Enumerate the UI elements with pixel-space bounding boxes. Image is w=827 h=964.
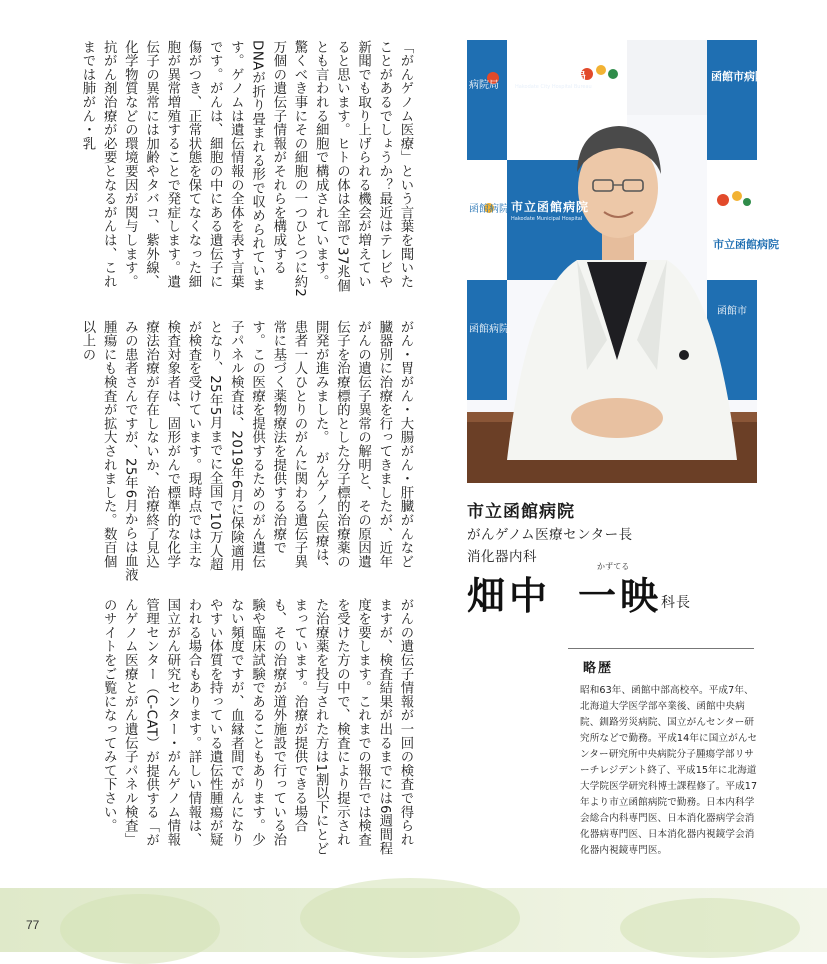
doctor-portrait-photo (467, 40, 779, 483)
bio-text: 昭和63年、函館中部高校卒。平成7年、北海道大学医学部卒業後、函館中央病院、釧路労災病院、国立がんセンター研究所などで勤務。平成14年に国立がんセンター研究所中央病院分子腫瘍学部リサーチレジデント終了、平成15年に北海道大学院医学研究科博士課程修了。平成17年より市立函館病院で勤務。日本内科学会総合内科専門医、日本消化器病学会消化器病専門医、日本消化器内視鏡学会消化器内視鏡専門医。 (580, 685, 758, 856)
doctor-given-name: 一映 (578, 573, 663, 618)
sign-mid-en: Hakodate Municipal Hospital (511, 216, 583, 222)
doctor-family-name: 畑中 (467, 573, 552, 618)
article-column-2: がん・胃がん・大腸がん・肝臓がんなど臓器別に治療を行ってきましたが、近年がんの遺伝子異常の解明と、その原因遺伝子を治療標的とした分子標的治療薬の開発が進みました。 がんゲノム医療は、患者一人ひとりのがんに関わる遺伝子異常に基づく薬物療法を提供する治療です。この医療を提供するためのがん遺伝子パネル検査は、2019年6月に保険適用となり、25年5月までに全国で10万人超が検査を受けています。現時点では主な検査対象者は、固形がんで標準的な化学療法治療が存在しないか、治療終了見込みの患者さんですが、25年6月からは血液腫瘍にも検査が拡大されました。数百個以上の (79, 320, 413, 582)
article-column-1: 「がんゲノム医療」という言葉を聞いたことがあるでしょうか？最近はテレビや新聞でも取り上げられる機会が増えていると思います。ヒトの体は全部で37兆個とも言われる細胞で構成されています。驚くべき事にその細胞の一つひとつに約2万個の遺伝子情報がそれらを構成するDNAが折り畳まれる形で収められています。ゲノムは遺伝情報の全体を表す言葉です。がんは、細胞の中にある遺伝子に傷がつき、正常状態を保てなくなった細胞が異常増殖することで発症します。遺伝子の異常には加齢やタバコ、紫外線、化学物質などの環境要因が関与します。抗がん剤治療が必要となるがんは、これまでは肺がん・乳 (79, 40, 413, 298)
given-name-reading: かずてる (597, 562, 630, 571)
hospital-name: 市立函館病院 (467, 502, 575, 522)
bio-divider (568, 648, 754, 649)
sign-top: 函館市病院局 (515, 70, 587, 83)
sign-right-mid: 市立函館病院 (713, 238, 779, 251)
sign-left-3: 函館市 (717, 306, 747, 317)
sign-left-2: 函館病院 (469, 204, 509, 215)
title-suffix: 科長 (661, 595, 691, 611)
department: 消化器内科 (467, 549, 537, 565)
sign-left-1: 病院局 (469, 80, 499, 91)
article-column-3: がんの遺伝子情報が一回の検査で得られますが、検査結果が出るまでには6週間程度を要します。これまでの報告では検査を受けた方の中で、検査により提示された治療薬を投与された方は1割以下にとどまっています。治療が提供できる場合も、その治療が道外施設で行っている治験や臨床試験であることもあります。少ない頻度ですが、血縁者間でがんになりやすい体質を持っている遺伝性腫瘍が疑われる場合もあります。詳しい情報は、国立がん研究センター・がんゲノム情報管理センター（C-CAT）が提供する「がんゲノム医療とがん遺伝子パネル検査」のサイトをご覧になってみて下さい。 (101, 598, 413, 856)
sign-right-top: 函館市病院局 (711, 70, 777, 83)
page-number: 77 (26, 918, 40, 932)
sign-left-4: 函館病院 (469, 324, 509, 335)
footer-band (0, 888, 827, 952)
bio-heading: 略歴 (583, 661, 614, 676)
sign-top-en: Hakodate City Hospital Bureau (515, 84, 592, 90)
position-title: がんゲノム医療センター長 (467, 527, 633, 543)
sign-mid: 市立函館病院 (511, 200, 590, 214)
